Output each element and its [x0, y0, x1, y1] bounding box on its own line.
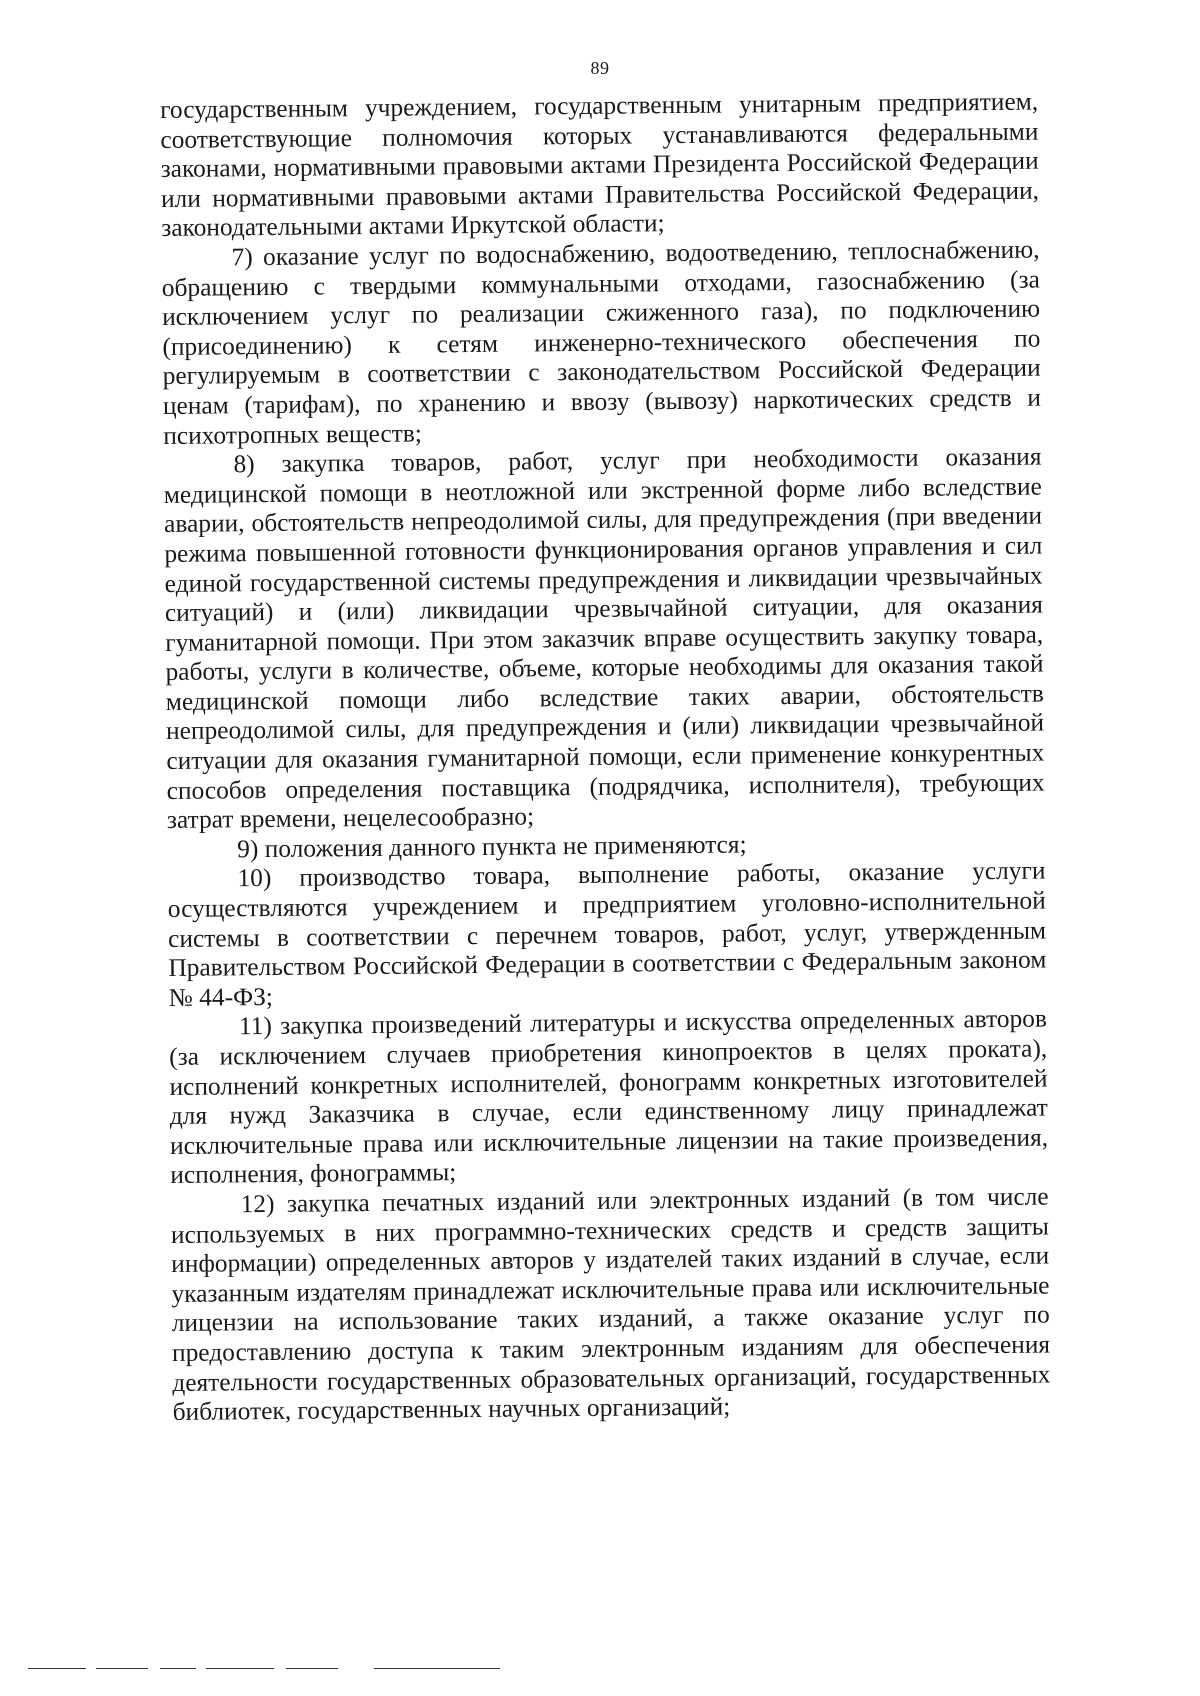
scan-edge-line	[374, 1668, 500, 1669]
paragraph-item-10: 10) производство товара, выполнение работы, оказание услуги осуществляются учреждением и предприятием уголовно-исполнительной системы в соответствии с перечнем товаров, работ, услуг, утвержденным Правительством Российской Федерации в соответствии с Федеральным законом № 44-ФЗ;	[167, 856, 1047, 1012]
scan-edge-line	[28, 1668, 86, 1669]
paragraph-item-12: 12) закупка печатных изданий или электронных изданий (в том числе используемых в них программно-технических средств и средств защиты информации) определенных авторов у издателей таких изданий в случае, если указанным издателям принадлежат исключительные права или исключительные лицензии на использование таких изданий, а также оказание услуг по предоставлению доступа к таким электронным изданиям для обеспечения деятельности государственных образовательных организаций, государственных библиотек, государственных научных организаций;	[170, 1182, 1051, 1427]
scan-edge-line	[96, 1668, 148, 1669]
page-number: 89	[590, 58, 610, 78]
document-body	[160, 88, 1051, 1428]
paragraph-continuation: государственным учреждением, государственным унитарным предприятием, соответствующие полномочия которых устанавливаются федеральными законами, нормативными правовыми актами Президента Российской Федерации или нормативными правовыми актами Правительства Российской Федерации, законодательными актами Иркутской области;	[160, 87, 1040, 243]
paragraph-item-11: 11) закупка произведений литературы и искусства определенных авторов (за исключением случаев приобретения кинопроектов в целях проката), исполнений конкретных исполнителей, фонограмм конкретных изготовителей для нужд Заказчика в случае, если единственному лицу принадлежат исключительные права или исключительные лицензии на такие произведения, исполнения, фонограммы;	[169, 1004, 1049, 1190]
scan-edge-line	[206, 1668, 274, 1669]
scan-edge-line	[160, 1668, 196, 1669]
paragraph-item-7: 7) оказание услуг по водоснабжению, водоотведению, теплоснабжению, обращению с твердыми коммунальными отходами, газоснабжению (за исключением услуг по реализации сжиженного газа), по подключению (присоединению) к сетям инженерно-технического обеспечения по регулируемым в соответствии с законодательством Российской Федерации ценам (тарифам), по хранению и ввозу (вывозу) наркотических средств и психотропных веществ;	[161, 235, 1042, 450]
paragraph-item-9: 9) положения данного пункта не применяются;	[237, 830, 747, 864]
scan-edge-line	[286, 1668, 338, 1669]
paragraph-item-8: 8) закупка товаров, работ, услуг при необходимости оказания медицинской помощи в неотложной или экстренной форме либо вследствие аварии, обстоятельств непреодолимой силы, для предупреждения (при введении режима повышенной готовности функционирования органов управления и сил единой государственной системы предупреждения и ликвидации чрезвычайных ситуаций) и (или) ликвидации чрезвычайной ситуации, для оказания гуманитарной помощи. При этом заказчик вправе осуществить закупку товара, работы, услуги в количестве, объеме, которые необходимы для оказания такой медицинской помощи либо вследствие таких аварии, обстоятельств непреодолимой силы, для предупреждения и (или) ликвидации чрезвычайной ситуации для оказания гуманитарной помощи, если применение конкурентных способов определения поставщика (подрядчика, исполнителя), требующих затрат времени, нецелесообразно;	[163, 442, 1045, 835]
